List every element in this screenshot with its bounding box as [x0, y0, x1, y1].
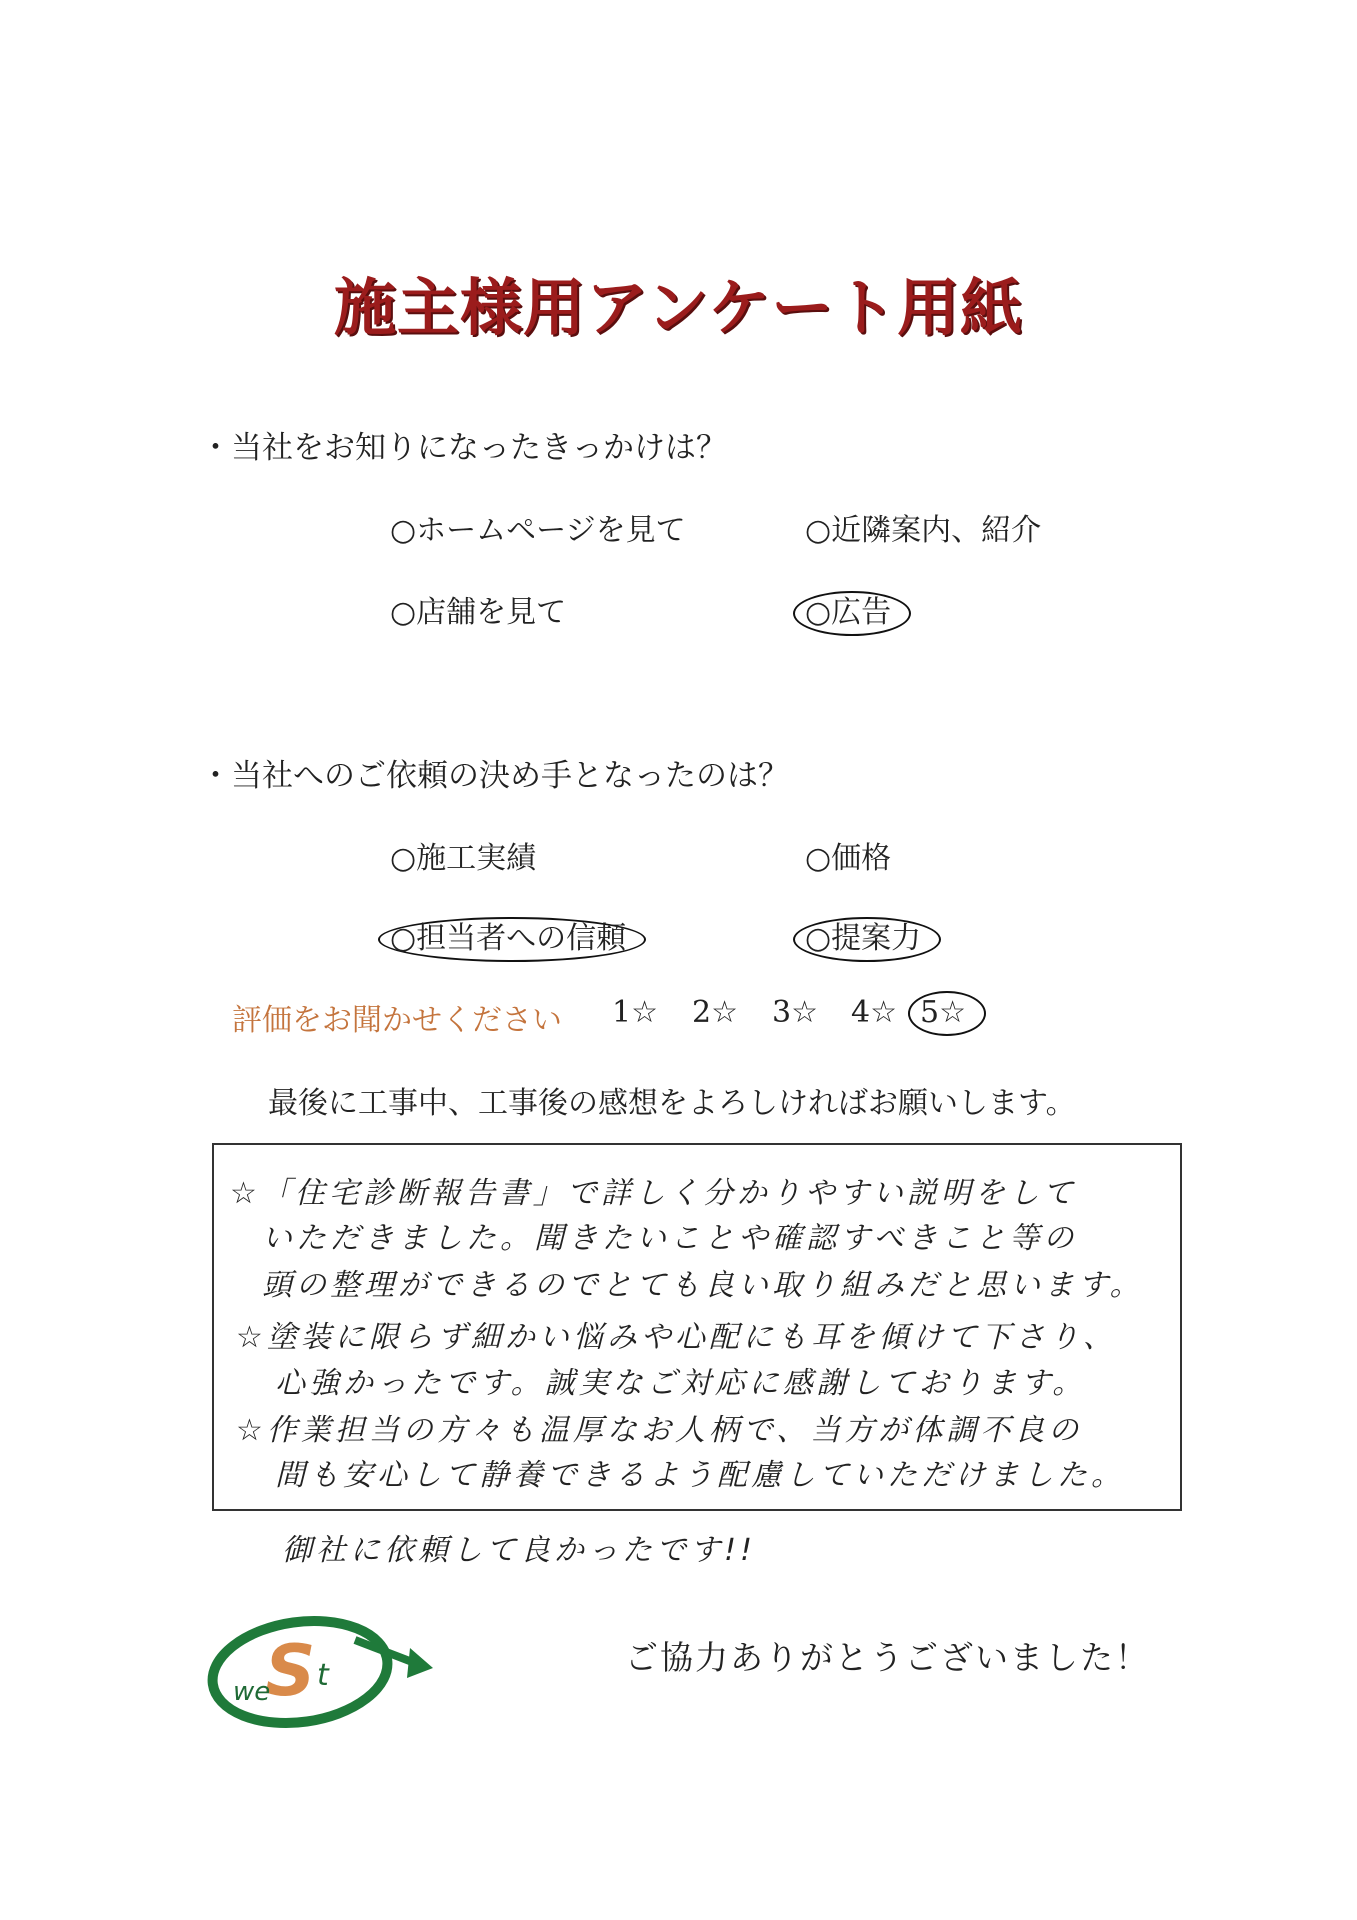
- comment-line: いただきました。聞きたいことや確認すべきこと等の: [262, 1221, 1078, 1256]
- question-1: ・当社をお知りになったきっかけは？: [200, 430, 727, 466]
- q2-option-trust[interactable]: [390, 913, 646, 957]
- q1-option-homepage[interactable]: ○ホームページを見て: [390, 513, 686, 548]
- comment-line: ☆作業担当の方々も温厚なお人柄で、当方が体調不良の: [236, 1413, 1083, 1448]
- question-2: ・当社へのご依頼の決め手となったのは？: [200, 758, 789, 794]
- q2-option-price[interactable]: ○価格: [805, 841, 892, 876]
- q2-option-track-record[interactable]: ○施工実績: [390, 841, 537, 876]
- q1-option-neighborhood[interactable]: ○近隣案内、紹介: [805, 513, 1042, 548]
- comment-line: ☆塗装に限らず細かい悩みや心配にも耳を傾けて下さり、: [236, 1320, 1117, 1355]
- q1-option-advertisement[interactable]: [805, 587, 911, 631]
- selected-circle: ○担当者への信頼: [378, 917, 646, 962]
- svg-text:S: S: [265, 1630, 316, 1712]
- q2-option-proposal[interactable]: [805, 913, 941, 957]
- final-question: 最後に工事中、工事後の感想をよろしければお願いします。: [268, 1086, 1076, 1121]
- thanks-message: ご協力ありがとうございました！: [625, 1638, 1150, 1677]
- q1-option-store[interactable]: ○店舗を見て: [390, 595, 567, 630]
- rating-2-star[interactable]: 2☆: [692, 995, 738, 1030]
- page-title: 施主様用アンケート用紙: [333, 271, 1024, 344]
- rating-5-star[interactable]: [920, 995, 986, 1030]
- comment-line: ☆「住宅診断報告書」で詳しく分かりやすい説明をして: [230, 1176, 1077, 1211]
- comment-line: 頭の整理ができるのでとても良い取り組みだと思います。: [262, 1268, 1144, 1303]
- company-logo: [205, 1600, 435, 1740]
- rating-label: 評価をお聞かせください: [232, 1003, 562, 1038]
- comment-line: 心強かったです。誠実なご対応に感謝しております。: [275, 1366, 1087, 1401]
- selected-circle: 5☆: [908, 991, 986, 1036]
- svg-text:we: we: [233, 1677, 271, 1707]
- extra-note: 御社に依頼して良かったです!!: [282, 1533, 757, 1568]
- svg-text:t: t: [317, 1658, 329, 1693]
- selected-circle: ○提案力: [793, 917, 941, 962]
- rating-4-star[interactable]: 4☆: [851, 995, 897, 1030]
- comment-line: 間も安心して静養できるよう配慮していただけました。: [275, 1458, 1125, 1493]
- rating-3-star[interactable]: 3☆: [772, 995, 818, 1030]
- rating-1-star[interactable]: 1☆: [612, 995, 658, 1030]
- selected-circle: ○広告: [793, 591, 911, 636]
